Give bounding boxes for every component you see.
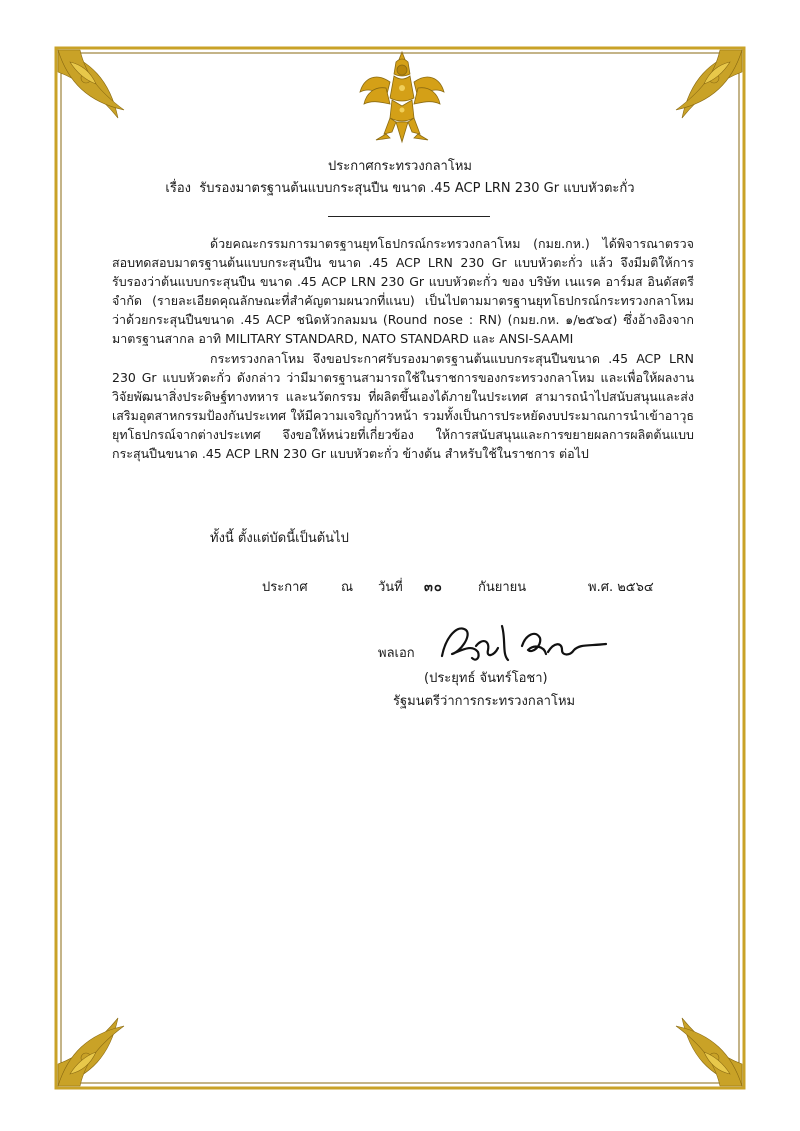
subject-label: เรื่อง [165, 181, 191, 196]
ornamental-corner-icon [58, 50, 124, 118]
ornamental-corner-icon [58, 1018, 124, 1086]
month-value: กันยายน [478, 580, 527, 595]
closing-statement: ทั้งนี้ ตั้งแต่บัดนี้เป็นต้นไป [210, 531, 349, 546]
handwritten-signature [436, 616, 611, 668]
announced-word: ประกาศ [262, 580, 308, 595]
year-value: พ.ศ. ๒๕๖๔ [588, 580, 654, 595]
at-word: ณ [341, 580, 354, 595]
paragraph-2: กระทรวงกลาโหม จึงขอประกาศรับรองมาตรฐานต้นแบบกระสุนปืนขนาด .45 ACP LRN 230 Gr แบบหัวตะกั่ว ดังกล่าว ว่ามีมาตรฐานสามารถใช้ในราชการของกระทรวงกลาโหม และเพื่อให้ผลงานวิจัยพัฒนาสิ่งประดิษฐ์ทางทหาร และนวัตกรรม ที่ผลิตขึ้นเองได้ภายในประเทศ สามารถนำไปสนับสนุนและส่งเสริมอุตสาหกรรมป้องกันประเทศ ให้มีความเจริญก้าวหน้า รวมทั้งเป็นการประหยัดงบประมาณการนำเข้าอาวุธยุทโธปกรณ์จากต่างประเทศ จึงขอให้หน่วยที่เกี่ยวข้อง ให้การสนับสนุนและการขยายผลการผลิตต้นแบบกระสุนปืนขนาด .45 ACP LRN 230 Gr แบบหัวตะกั่ว ข้างต้น สำหรับใช้ในราชการ ต่อไป [112, 351, 694, 461]
subject-text: รับรองมาตรฐานต้นแบบกระสุนปืน ขนาด .45 ACP LRN 230 Gr แบบหัวตะกั่ว [199, 181, 635, 196]
subject-line [0, 180, 800, 198]
day-label: วันที่ [378, 580, 403, 595]
divider [328, 216, 490, 217]
ornamental-corner-icon [676, 50, 742, 118]
page-title: ประกาศกระทรวงกลาโหม [328, 159, 472, 174]
ornamental-corner-icon [676, 1018, 742, 1086]
signer-position: รัฐมนตรีว่าการกระทรวงกลาโหม [393, 694, 576, 709]
signer-name: (ประยุทธ์ จันทร์โอชา) [424, 671, 548, 686]
signer-rank: พลเอก [378, 646, 415, 661]
day-value: ๓๐ [424, 580, 443, 595]
garuda-emblem-icon [356, 48, 448, 148]
paragraph-1: ด้วยคณะกรรมการมาตรฐานยุทโธปกรณ์กระทรวงกลาโหม (กมย.กห.) ได้พิจารณาตรวจสอบทดสอบมาตรฐานต้นแบบกระสุนปืน ขนาด .45 ACP LRN 230 Gr แบบหัวตะกั่ว แล้ว จึงมีมติให้การรับรองว่าต้นแบบกระสุนปืน ขนาด .45 ACP LRN 230 Gr แบบหัวตะกั่ว ของ บริษัท เนแรค อาร์มส อินดัสตรี จำกัด (รายละเอียดคุณลักษณะที่สำคัญตามผนวกที่แนบ) เป็นไปตามมาตรฐานยุทโธปกรณ์กระทรวงกลาโหมว่าด้วยกระสุนปืนขนาด .45 ACP ชนิดหัวกลมมน (Round nose : RN) (กมย.กห. ๑/๒๕๖๔) ซึ่งอ้างอิงจากมาตรฐานสากล อาทิ MILITARY STANDARD, NATO STANDARD และ ANSI-SAAMI [112, 236, 694, 346]
